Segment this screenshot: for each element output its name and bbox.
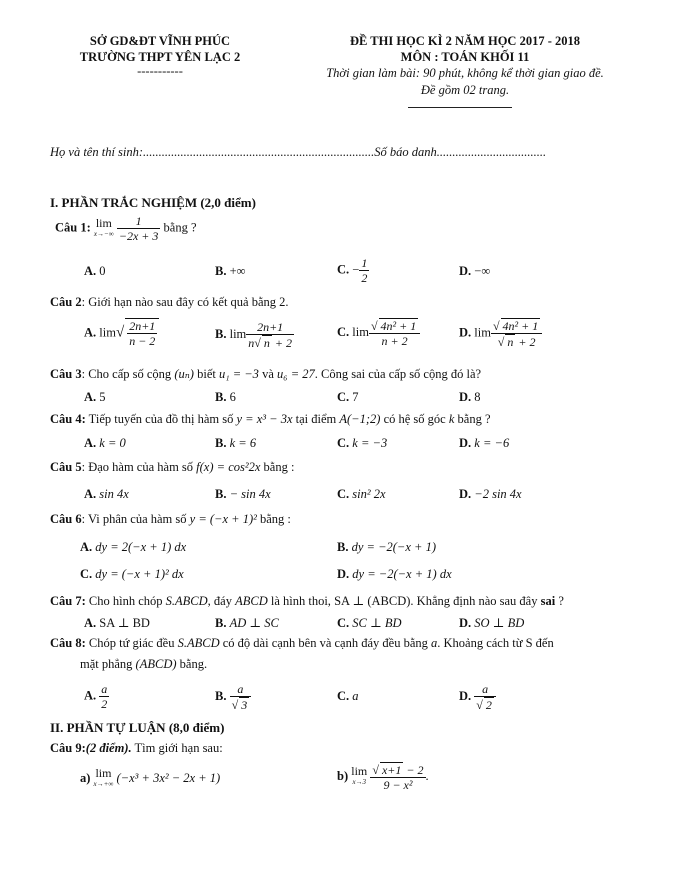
part1-title: I. PHẦN TRẮC NGHIỆM (2,0 điểm) [50,195,256,210]
question-2 [50,295,289,310]
question-4: Câu 4: Tiếp tuyến của đồ thị hàm số y = x³ − 3x tại điểm A(−1;2) có hệ số góc k bằng ? [50,412,491,426]
q8-option-d[interactable]: D. $\frac{a}{√ 2}$ [459,682,496,712]
student-id-field[interactable]: ................................... [436,145,547,159]
q4-option-c[interactable]: C. k = −3 [337,436,388,450]
q2-label: Câu 2 [50,295,82,309]
question-5: Câu 5: Đạo hàm của hàm số f(x) = cos²2x bằng : [50,460,295,474]
exam-title: ĐỀ THI HỌC KÌ 2 NĂM HỌC 2017 - 2018 [350,34,580,48]
student-name-label: Họ và tên thí sinh: [50,145,144,159]
q1-label: Câu 1: [55,220,91,235]
q3-option-d[interactable]: D. 8 [459,390,481,404]
q2-option-d[interactable]: D. lim $\frac{\text{√ 4n² + 1}}{√ n + 2}$ [459,318,542,349]
q8-option-c[interactable]: C. a [337,689,359,703]
question-7: Câu 7: Cho hình chóp S.ABCD, đáy ABCD là hình thoi, SA ⊥ (ABCD). Khẳng định nào sau đây sai ? [50,594,564,608]
q1-fraction: $\frac{1}{-2x + 3}$ [118,214,159,243]
question-3: Câu 3: Cho cấp số cộng (uₙ) biết u₁ = −3 và u₆ = 27. Công sai của cấp số cộng đó là? [50,367,482,381]
exam-page-count: Đề gồm 02 trang. [420,83,510,97]
q1-option-b[interactable]: B. +∞ [215,264,246,278]
part2-title: II. PHẦN TỰ LUẬN (8,0 điểm) [50,720,225,735]
q3-option-a[interactable]: A. 5 [84,390,106,404]
exam-duration: Thời gian làm bài: 90 phút, không kể thời gian giao đề. [326,66,604,80]
q6-option-b[interactable]: B. dy = −2(−x + 1) [337,540,437,554]
q3-option-b[interactable]: B. 6 [215,390,236,404]
q7-option-d[interactable]: D. SO ⊥ BD [459,616,525,630]
q8-option-a[interactable]: A. $\frac{a}{2}$ [84,682,108,711]
question-6: Câu 6: Vi phân của hàm số y = (−x + 1)² bằng : [50,512,291,526]
student-info-line [50,145,546,160]
question-8-line2: mặt phẳng (ABCD) bằng. [80,657,208,671]
q1-limit: lim x→−∞ [93,215,114,238]
exam-subject: MÔN : TOÁN KHỐI 11 [400,50,530,64]
q9-part-a: a) lim x→+∞ (−x³ + 3x² − 2x + 1) [80,766,221,788]
department-name: SỞ GD&ĐT VĨNH PHÚC [89,34,231,48]
student-name-field[interactable]: .......................................................................... [143,145,375,159]
question-1 [55,214,197,243]
q2-option-b[interactable]: B. lim $\frac{2n+1}{n√ n + 2}$ [215,320,292,350]
q5-option-d[interactable]: D. −2 sin 4x [459,487,522,501]
q5-option-c[interactable]: C. sin² 2x [337,487,386,501]
q4-option-b[interactable]: B. k = 6 [215,436,257,450]
q1-tail: bằng ? [163,220,197,235]
q2-option-a[interactable]: A. lim√ $\frac{2n+1}{n - 2}$ [84,318,159,348]
q7-option-c[interactable]: C. SC ⊥ BD [337,616,402,630]
question-9: Câu 9:(2 điểm). Tìm giới hạn sau: [50,741,223,755]
q1-option-a[interactable]: A. 0 [84,264,106,278]
q6-option-a[interactable]: A. dy = 2(−x + 1) dx [80,540,187,554]
header-divider [408,107,512,108]
q2-option-c[interactable]: C. lim $\frac{\text{√ 4n² + 1}}{n + 2}$ [337,318,420,348]
q5-option-b[interactable]: B. − sin 4x [215,487,271,501]
header-left-dashes: ----------- [137,64,183,78]
q2-text: : Giới hạn nào sau đây có kết quả bằng 2. [81,295,289,309]
student-id-label: Số báo danh [374,145,437,159]
school-name: TRƯỜNG THPT YÊN LẠC 2 [79,50,241,64]
q1-option-c[interactable]: C. − $\frac{1}{2}$ [337,256,368,285]
q4-option-d[interactable]: D. k = −6 [459,436,510,450]
question-8: Câu 8: Chóp tứ giác đều S.ABCD có độ dài cạnh bên và cạnh đáy đều bằng a. Khoảng cách từ S đến [50,636,554,650]
q6-option-c[interactable]: C. dy = (−x + 1)² dx [80,567,184,581]
q6-option-d[interactable]: D. dy = −2(−x + 1) dx [337,567,452,581]
q1-option-d[interactable]: D. −∞ [459,264,491,278]
q7-option-a[interactable]: A. SA ⊥ BD [84,616,150,630]
q8-option-b[interactable]: B. $\frac{a}{√ 3}$ [215,682,251,712]
q9-part-b: b) lim x→3 $\frac{√ x+1 - 2}{\text{9 − x²}}$ . [337,763,429,792]
q3-option-c[interactable]: C. 7 [337,390,359,404]
q7-option-b[interactable]: B. AD ⊥ SC [215,616,279,630]
q4-option-a[interactable]: A. k = 0 [84,436,126,450]
q5-option-a[interactable]: A. sin 4x [84,487,129,501]
